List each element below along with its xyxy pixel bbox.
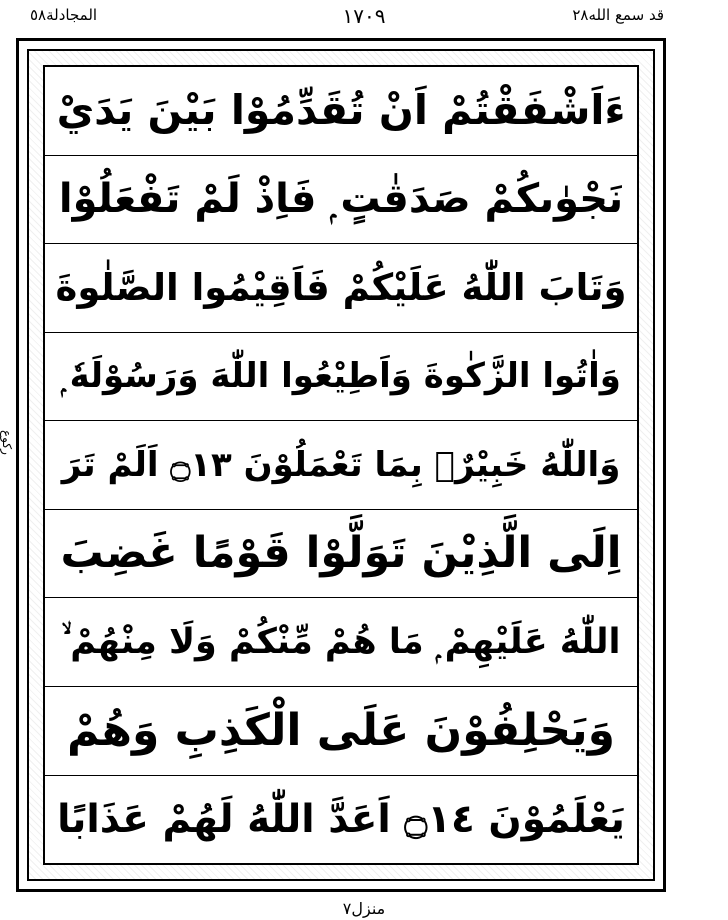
surah-name-header: المجادلة٥٨ (30, 6, 98, 24)
verse-line-2: نَجْوٰىكُمْ صَدَقٰتٍ ۭ فَاِذْ لَمْ تَفْعَلُوْا (45, 156, 637, 245)
verse-line-1: ءَاَشْفَقْتُمْ اَنْ تُقَدِّمُوْا بَيْنَ يَدَيْ (45, 67, 637, 156)
verse-line-8: وَيَحْلِفُوْنَ عَلَى الْكَذِبِ وَهُمْ (45, 687, 637, 776)
page-border (16, 38, 666, 892)
ruku-margin-mark: ركوع (0, 430, 14, 455)
verse-line-5: وَاللّٰهُ خَبِيْرٌۢ بِمَا تَعْمَلُوْنَ ۝١٣ اَلَمْ تَرَ (45, 421, 637, 510)
verse-line-6: اِلَى الَّذِيْنَ تَوَلَّوْا قَوْمًا غَضِبَ (45, 510, 637, 599)
verse-line-4: وَاٰتُوا الزَّكٰوةَ وَاَطِيْعُوا اللّٰهَ وَرَسُوْلَهٗ ۭ (45, 333, 637, 422)
juz-name-header: قد سمع الله٢٨ (572, 6, 664, 24)
manzil-footer: منزل٧ (342, 899, 386, 918)
decorative-border (27, 49, 655, 881)
page-number: ١٧٠٩ (342, 4, 386, 28)
verse-line-7: اللّٰهُ عَلَيْهِمْ ۭ مَا هُمْ مِّنْكُمْ وَلَا مِنْهُمْ ۙ (45, 598, 637, 687)
verse-line-3: وَتَابَ اللّٰهُ عَلَيْكُمْ فَاَقِيْمُوا الصَّلٰوةَ (45, 244, 637, 333)
verse-line-9: يَعْلَمُوْنَ ۝١٤ اَعَدَّ اللّٰهُ لَهُمْ عَذَابًا (57, 796, 625, 842)
text-pane (43, 65, 639, 865)
